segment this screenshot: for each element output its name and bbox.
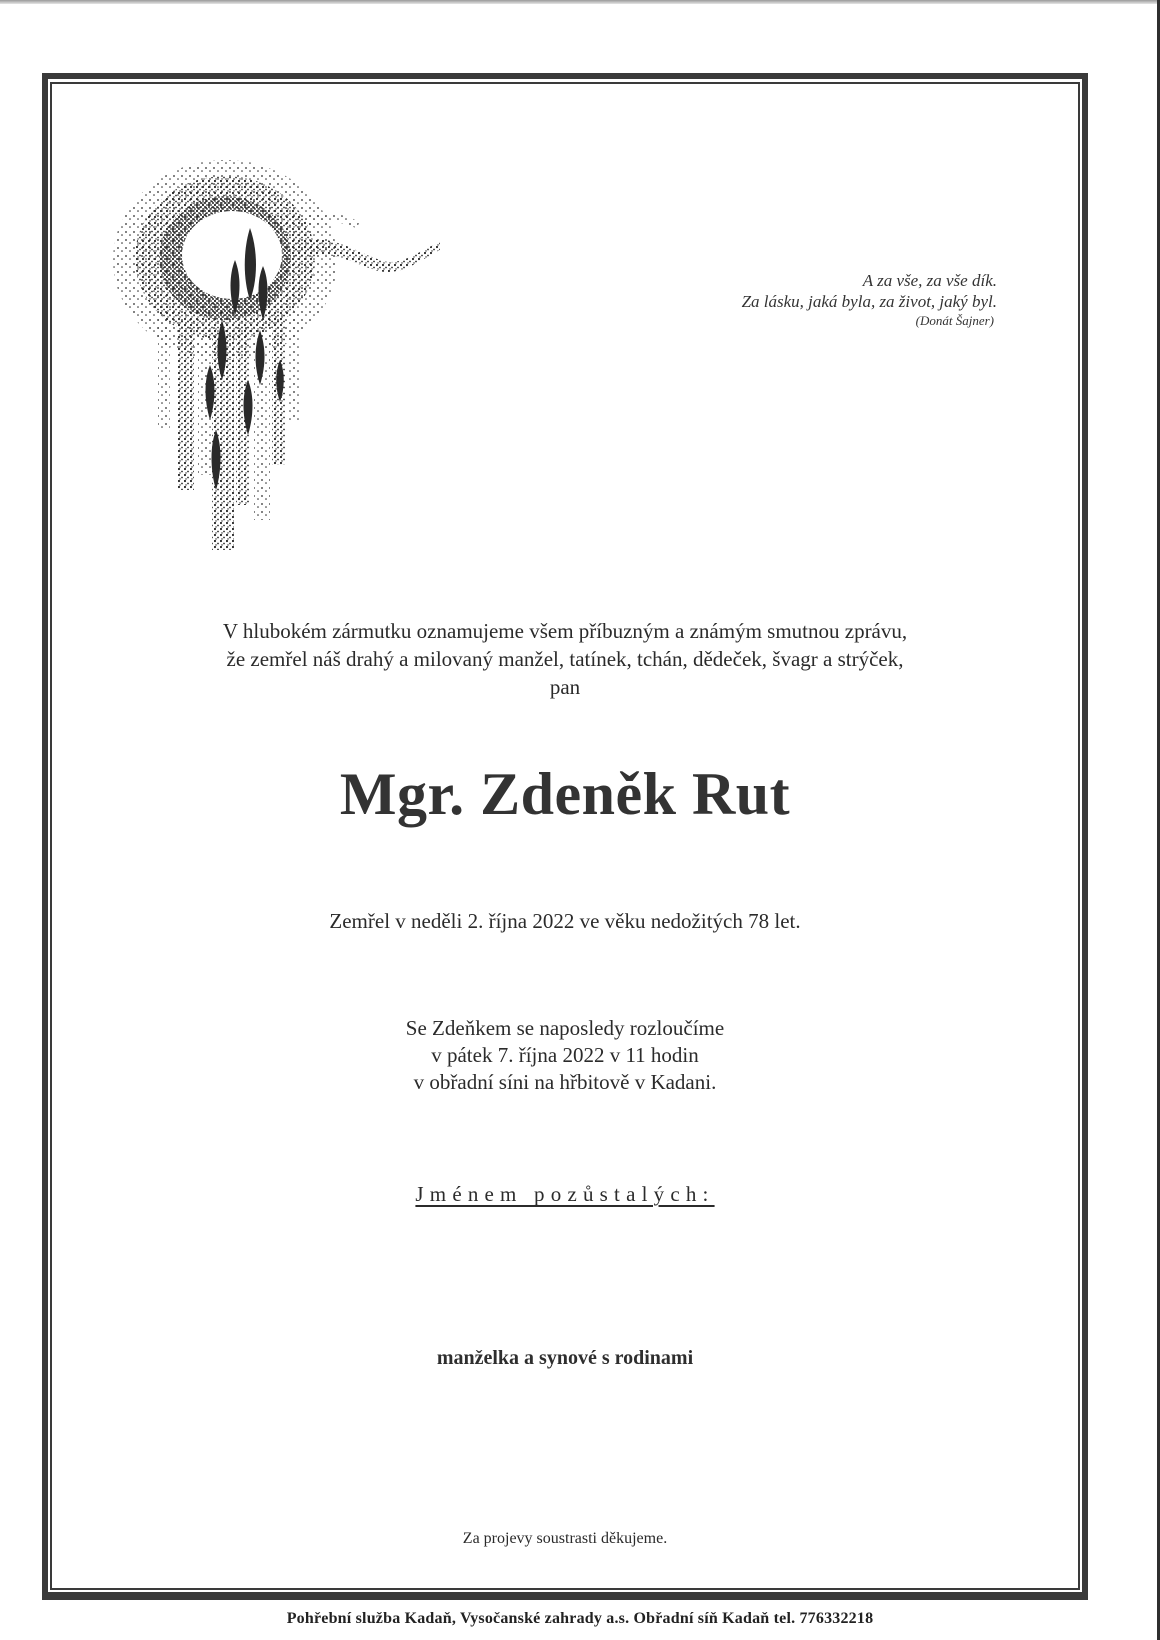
- quote-line-1: A za vše, za vše dík.: [862, 271, 997, 290]
- intro-line-2: že zemřel náš drahý a milovaný manžel, tatínek, tchán, dědeček, švagr a strýček,: [226, 647, 904, 671]
- on-behalf-label: Jménem pozůstalých:: [415, 1182, 715, 1206]
- death-date-line: Zemřel v neděli 2. října 2022 ve věku nedožitých 78 let.: [329, 909, 801, 933]
- quote-author: (Donát Šajner): [915, 313, 994, 328]
- quote-line-2: Za lásku, jaká byla, za život, jaký byl.: [741, 292, 997, 311]
- funeral-line-3: v obřadní síni na hřbitově v Kadani.: [413, 1070, 717, 1094]
- intro-line-3: pan: [549, 675, 581, 699]
- funeral-details: [50, 1015, 1080, 1096]
- announcement-intro: [50, 617, 1080, 701]
- funeral-service-footer: Pohřební služba Kadaň, Vysočanské zahrady a.s. Obřadní síň Kadaň tel. 776332218: [286, 1610, 874, 1627]
- deceased-name: Mgr. Zdeněk Rut: [339, 761, 791, 827]
- sun-moon-with-dripping-flames-icon: [100, 150, 445, 550]
- family-signature: manželka a synové s rodinami: [436, 1347, 694, 1369]
- funeral-line-1: Se Zdeňkem se naposledy rozloučíme: [405, 1016, 725, 1040]
- epigraph-quote: [742, 270, 997, 330]
- condolence-thanks: Za projevy soustrasti děkujeme.: [462, 1530, 668, 1547]
- on-behalf-heading: [50, 1180, 1080, 1208]
- scan-top-edge: [0, 0, 1160, 4]
- intro-line-1: V hlubokém zármutku oznamujeme všem příbuzným a známým smutnou zprávu,: [222, 619, 908, 643]
- funeral-line-2: v pátek 7. října 2022 v 11 hodin: [431, 1043, 699, 1067]
